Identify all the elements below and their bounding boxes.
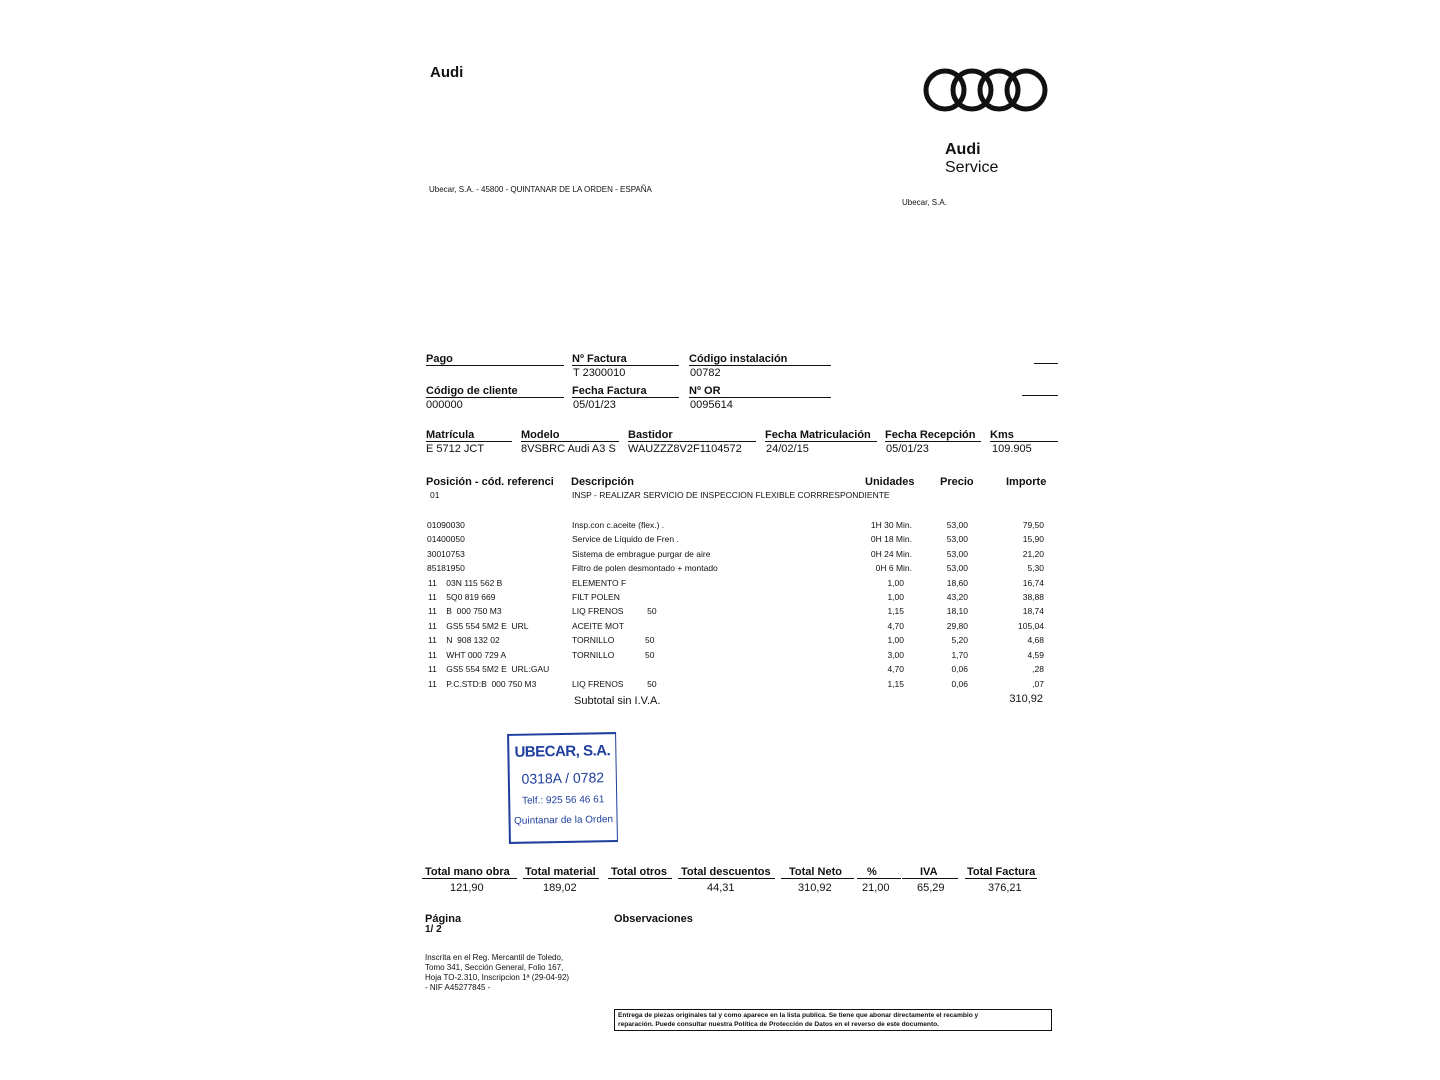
factura-label: Nº Factura <box>572 353 679 366</box>
subtotal-value: 310,92 <box>1009 693 1043 705</box>
total-otros-label: Total otros <box>608 866 672 879</box>
table-row <box>0 563 1440 577</box>
line-desc: Sistema de embrague purgar de aire <box>572 549 711 559</box>
total-descuentos-label: Total descuentos <box>678 866 775 879</box>
line-units: 1H 30 Min. <box>870 520 912 530</box>
table-row <box>0 549 1440 563</box>
modelo-label: Modelo <box>521 429 619 442</box>
modelo-value: 8VSBRC Audi A3 S <box>521 443 616 455</box>
line-desc: LIQ FRENOS 50 <box>572 679 657 689</box>
table-row <box>0 606 1440 620</box>
company-stamp <box>507 732 618 844</box>
line-desc: ELEMENTO F <box>572 578 627 588</box>
col-price-header: Precio <box>940 476 974 488</box>
stamp-line1: UBECAR, S.A. <box>514 742 611 761</box>
line-pos: 11 P.C.STD:B 000 750 M3 <box>428 679 537 689</box>
line-pos: 11 B 000 750 M3 <box>428 606 502 616</box>
total-neto-label: Total Neto <box>781 866 854 879</box>
notice-line1: Entrega de piezas originales tal y como aparece en la lista publica. Se tiene que abonar directamente el recambio y <box>618 1012 979 1019</box>
line-units: 0H 6 Min. <box>875 563 912 573</box>
fecha-label: Fecha Factura <box>572 385 679 398</box>
col-desc-header: Descripción <box>571 476 634 488</box>
line-price: 1,70 <box>951 650 968 660</box>
total-factura-label: Total Factura <box>967 866 1036 878</box>
total-neto-value: 310,92 <box>798 882 832 894</box>
line-units: 1,15 <box>887 679 904 689</box>
table-row <box>0 621 1440 635</box>
line-amount: 38,88 <box>1022 592 1044 602</box>
line-price: 53,00 <box>946 534 968 544</box>
cliente-value: 000000 <box>426 399 463 411</box>
intro-desc: INSP - REALIZAR SERVICIO DE INSPECCION FLEXIBLE CORRRESPONDIENTE <box>572 490 890 500</box>
instalacion-value: 00782 <box>690 367 721 379</box>
line-pos: 11 5Q0 819 669 <box>428 592 496 602</box>
line-desc: TORNILLO 50 <box>572 650 655 660</box>
table-row <box>0 534 1440 548</box>
stamp-line3: Telf.: 925 56 46 61 <box>521 794 605 807</box>
bastidor-label: Bastidor <box>628 429 756 442</box>
total-material-label: Total material <box>523 866 599 879</box>
kms-value: 109.905 <box>992 443 1032 455</box>
factura-value: T 2300010 <box>573 367 626 379</box>
line-units: 4,70 <box>887 664 904 674</box>
frecep-label: Fecha Recepción <box>885 429 981 442</box>
iva-value: 65,29 <box>917 882 945 894</box>
registry-line: Inscrita en el Reg. Mercantil de Toledo, <box>425 953 564 962</box>
line-pos: 11 GS5 554 5M2 E URL <box>428 621 529 631</box>
or-value: 0095614 <box>690 399 733 411</box>
stamp-line4: Quintanar de la Orden <box>513 814 614 827</box>
total-descuentos-value: 44,31 <box>707 882 735 894</box>
bastidor-value: WAUZZZ8V2F1104572 <box>628 443 742 455</box>
line-amount: 4,68 <box>1027 635 1044 645</box>
line-desc: ACEITE MOT <box>572 621 624 631</box>
total-mano-obra-label: Total mano obra <box>422 866 517 879</box>
line-amount: 79,50 <box>1022 520 1044 530</box>
pago-label: Pago <box>426 353 564 366</box>
line-units: 4,70 <box>887 621 904 631</box>
line-amount: 105,04 <box>1018 621 1044 631</box>
legal-notice <box>614 1009 1052 1031</box>
table-row <box>0 635 1440 649</box>
table-row <box>0 578 1440 592</box>
line-pos: 11 03N 115 562 B <box>428 578 503 588</box>
fmatric-label: Fecha Matriculación <box>765 429 877 442</box>
col-amount-header: Importe <box>1006 476 1047 488</box>
line-price: 18,10 <box>946 606 968 616</box>
line-amount: ,07 <box>1032 679 1044 689</box>
line-price: 53,00 <box>946 520 968 530</box>
subtotal-label: Subtotal sin I.V.A. <box>574 695 661 707</box>
line-units: 1,15 <box>887 606 904 616</box>
line-amount: 4,59 <box>1027 650 1044 660</box>
line-desc: TORNILLO 50 <box>572 635 655 645</box>
line-pos: 30010753 <box>427 549 465 559</box>
line-amount: 21,20 <box>1022 549 1044 559</box>
percent-value: 21,00 <box>862 882 890 894</box>
registry-line: Hoja TO-2.310, Inscripcion 1ª (29-04-92) <box>425 973 570 982</box>
line-pos: 11 GS5 554 5M2 E URL:GAU <box>428 664 550 674</box>
line-desc: Insp.con c.aceite (flex.) . <box>572 520 665 530</box>
line-price: 0,06 <box>951 664 968 674</box>
table-row <box>0 664 1440 678</box>
cliente-label: Código de cliente <box>426 385 564 398</box>
fecha-value: 05/01/23 <box>573 399 616 411</box>
total-factura-value: 376,21 <box>988 882 1022 894</box>
line-pos: 11 N 908 132 02 <box>428 635 500 645</box>
instalacion-label: Código instalación <box>689 353 831 366</box>
line-amount: 5,30 <box>1027 563 1044 573</box>
line-desc: Service de Líquido de Fren . <box>572 534 679 544</box>
col-pos-header: Posición - cód. referenci <box>426 476 554 488</box>
line-units: 3,00 <box>887 650 904 660</box>
line-price: 5,20 <box>951 635 968 645</box>
table-row <box>0 650 1440 664</box>
matricula-value: E 5712 JCT <box>426 443 485 455</box>
line-price: 53,00 <box>946 563 968 573</box>
registry-line: Tomo 341, Sección General, Folio 167, <box>425 963 564 972</box>
service-line1: Audi <box>945 141 981 158</box>
intro-row <box>0 490 1440 504</box>
line-price: 53,00 <box>946 549 968 559</box>
audi-rings-logo <box>922 66 1050 114</box>
line-price: 43,20 <box>946 592 968 602</box>
intro-pos: 01 <box>430 490 440 500</box>
page-label: Página <box>425 913 462 925</box>
iva-label: IVA <box>902 866 958 879</box>
fmatric-value: 24/02/15 <box>766 443 809 455</box>
line-desc: FILT POLEN <box>572 592 620 602</box>
notice-line2: reparación. Puede consultar nuestra Política de Protección de Datos en el reverso de este documento. <box>618 1021 939 1028</box>
line-desc: LIQ FRENOS 50 <box>572 606 657 616</box>
table-row <box>0 679 1440 693</box>
registry-line: - NIF A45277845 - <box>425 983 491 992</box>
line-units: 1,00 <box>887 578 904 588</box>
line-amount: ,28 <box>1032 664 1044 674</box>
line-desc: Filtro de polen desmontado + montado <box>572 563 718 573</box>
frecep-value: 05/01/23 <box>886 443 929 455</box>
page-value: 1/ 2 <box>425 924 442 935</box>
line-price: 0,06 <box>951 679 968 689</box>
total-mano-obra-value: 121,90 <box>450 882 484 894</box>
recipient-name: Ubecar, S.A. <box>902 198 947 207</box>
table-row <box>0 520 1440 534</box>
line-units: 1,00 <box>887 635 904 645</box>
line-pos: 01400050 <box>427 534 465 544</box>
divider-right-2 <box>1022 395 1058 396</box>
service-brand <box>945 141 998 177</box>
matricula-label: Matrícula <box>426 429 512 442</box>
stamp-line2: 0318A / 0782 <box>521 769 605 787</box>
percent-label: % <box>857 866 901 879</box>
table-row <box>0 592 1440 606</box>
line-units: 0H 24 Min. <box>870 549 912 559</box>
line-units: 1,00 <box>887 592 904 602</box>
observaciones-label: Observaciones <box>614 913 693 925</box>
line-amount: 18,74 <box>1022 606 1044 616</box>
brand-name: Audi <box>430 64 464 81</box>
service-line2: Service <box>945 159 999 176</box>
divider-right-1 <box>1034 363 1058 364</box>
line-units: 0H 18 Min. <box>870 534 912 544</box>
registry-info <box>425 953 569 993</box>
line-amount: 15,90 <box>1022 534 1044 544</box>
line-pos: 85181950 <box>427 563 465 573</box>
line-price: 29,80 <box>946 621 968 631</box>
kms-label: Kms <box>990 429 1058 442</box>
sender-address: Ubecar, S.A. - 45800 - QUINTANAR DE LA ORDEN - ESPAÑA <box>429 185 652 194</box>
line-pos: 01090030 <box>427 520 465 530</box>
line-pos: 11 WHT 000 729 A <box>428 650 507 660</box>
or-label: Nº OR <box>689 385 831 398</box>
line-amount: 16,74 <box>1022 578 1044 588</box>
line-price: 18,60 <box>946 578 968 588</box>
col-units-header: Unidades <box>865 476 915 488</box>
total-material-value: 189,02 <box>543 882 577 894</box>
